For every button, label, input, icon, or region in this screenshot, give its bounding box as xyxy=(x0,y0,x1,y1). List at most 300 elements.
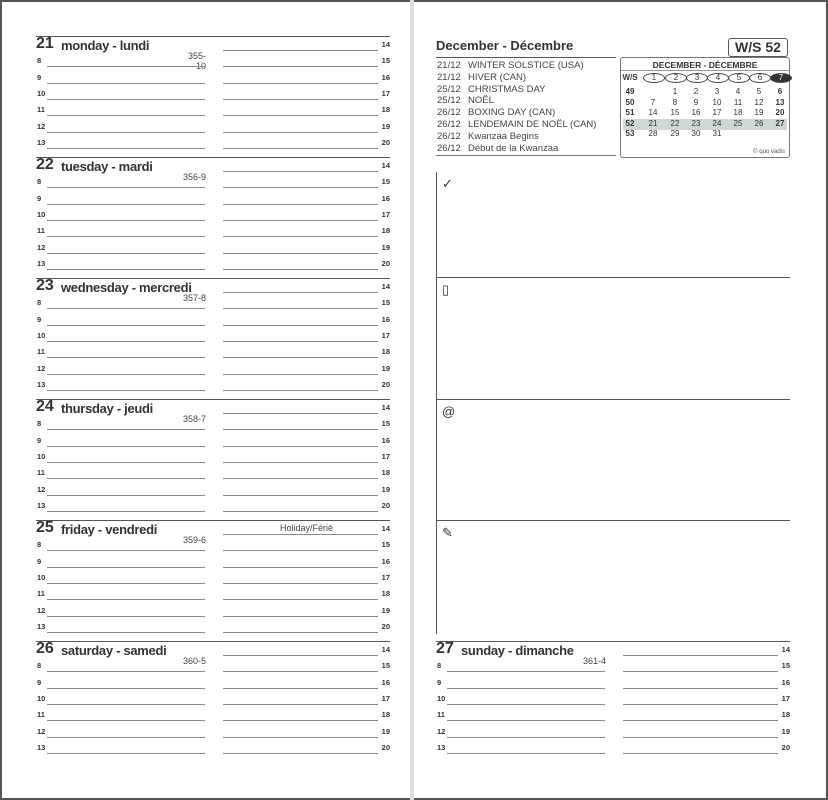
holiday-name: NOËL xyxy=(468,95,494,107)
hour-row xyxy=(436,740,790,756)
holiday-date: 26/12 xyxy=(437,130,461,142)
hour-row xyxy=(36,449,390,465)
hour-label-pm: 16 xyxy=(381,193,390,203)
holiday-date: 21/12 xyxy=(437,60,461,71)
hour-label-am: 9 xyxy=(437,677,442,687)
day-name: monday - lundi xyxy=(61,38,150,53)
hour-label-am: 13 xyxy=(437,742,446,752)
write-line-pm[interactable] xyxy=(223,357,378,358)
weekday-circle: 2 xyxy=(665,73,687,83)
write-line-pm[interactable] xyxy=(223,632,378,633)
hour-label-am: 11 xyxy=(37,589,45,599)
month-title: December - Décembre xyxy=(436,38,574,53)
hour-row xyxy=(36,86,390,102)
hour-label-pm: 19 xyxy=(381,726,390,736)
weekday-mark xyxy=(707,73,727,83)
holiday-item xyxy=(437,107,617,119)
write-line-am[interactable] xyxy=(47,616,205,617)
write-line-pm[interactable] xyxy=(223,390,378,391)
weekday-circle: 7 xyxy=(770,73,792,83)
write-line-pm[interactable] xyxy=(223,148,378,149)
day-of-year: 359-6 xyxy=(182,535,206,545)
write-line-am[interactable] xyxy=(47,187,205,188)
day-block xyxy=(36,279,390,399)
hour-label-pm: 18 xyxy=(381,347,390,357)
day-block xyxy=(36,37,390,157)
write-line-am[interactable] xyxy=(47,704,205,705)
mini-calendar-week xyxy=(623,119,787,130)
holiday-item xyxy=(437,72,617,84)
write-line-pm[interactable] xyxy=(223,753,378,754)
write-line-pm[interactable] xyxy=(223,671,378,672)
holiday-divider xyxy=(436,155,616,156)
write-line-pm[interactable] xyxy=(223,341,378,342)
write-line-am[interactable] xyxy=(47,567,205,568)
write-line-am[interactable] xyxy=(47,115,205,116)
write-line-am[interactable] xyxy=(47,737,205,738)
hour-row xyxy=(36,740,390,756)
hour-row xyxy=(36,102,390,118)
day-block xyxy=(436,642,790,762)
write-line-am[interactable] xyxy=(47,148,205,149)
hour-label-pm: 17 xyxy=(381,572,390,582)
write-line-am[interactable] xyxy=(47,132,205,133)
hour-label-am: 12 xyxy=(437,726,446,736)
day-of-year: 355-10 xyxy=(187,51,206,71)
write-line-pm[interactable] xyxy=(223,308,378,309)
write-line-pm[interactable] xyxy=(223,204,378,205)
write-line-am[interactable] xyxy=(47,688,205,689)
write-line-am[interactable] xyxy=(47,599,205,600)
holiday-date: 25/12 xyxy=(437,95,461,107)
notes-section[interactable] xyxy=(436,400,790,521)
hour-label-pm: 20 xyxy=(781,742,790,752)
write-line-pm[interactable] xyxy=(223,704,378,705)
calendar-day: 14 xyxy=(648,108,658,117)
calendar-day: 22 xyxy=(670,118,680,128)
hour-label-pm: 17 xyxy=(381,88,390,98)
write-line-am[interactable] xyxy=(47,390,205,391)
write-line-am[interactable] xyxy=(47,753,205,754)
write-line-am[interactable] xyxy=(47,495,205,496)
write-line-pm[interactable] xyxy=(623,720,778,721)
hour-row xyxy=(36,603,390,619)
calendar-day: 19 xyxy=(754,108,764,117)
mini-calendar-title: DECEMBER - DÉCEMBRE xyxy=(652,60,758,70)
write-line-am[interactable] xyxy=(47,204,205,205)
hour-label-am: 11 xyxy=(37,105,45,115)
hour-label-pm: 19 xyxy=(381,605,390,615)
hour-label-pm: 15 xyxy=(781,661,790,671)
write-line-pm[interactable] xyxy=(223,171,378,172)
hour-label-pm: 16 xyxy=(381,435,390,445)
hour-label-am: 10 xyxy=(37,88,46,98)
calendar-day: 4 xyxy=(735,87,741,96)
notes-area xyxy=(436,172,790,634)
spine xyxy=(410,0,414,800)
hour-label-pm: 20 xyxy=(381,137,390,147)
hour-label-am: 8 xyxy=(37,298,42,308)
hour-label-am: 9 xyxy=(37,435,42,445)
hour-row xyxy=(36,416,390,432)
holiday-date: 26/12 xyxy=(437,107,461,119)
day-of-year: 358-7 xyxy=(182,414,206,424)
hour-row xyxy=(36,658,390,674)
write-line-pm[interactable] xyxy=(223,374,378,375)
hour-label-am: 12 xyxy=(37,242,46,252)
calendar-day: 20 xyxy=(775,108,785,117)
holiday-item xyxy=(437,131,617,143)
hour-row xyxy=(436,724,790,740)
hour-label-pm: 18 xyxy=(381,589,390,599)
write-line-pm[interactable] xyxy=(223,253,378,254)
hour-label-pm: 18 xyxy=(781,710,790,720)
hour-row xyxy=(36,570,390,586)
hour-label-am: 10 xyxy=(37,451,46,461)
write-line-am[interactable] xyxy=(47,236,205,237)
write-line-am[interactable] xyxy=(47,632,205,633)
write-line-pm[interactable] xyxy=(223,413,378,414)
day-name: tuesday - mardi xyxy=(61,159,153,174)
holiday-date: 25/12 xyxy=(437,83,461,95)
hour-label-pm: 16 xyxy=(381,72,390,82)
hour-label-pm: 15 xyxy=(381,419,390,429)
hour-row xyxy=(36,328,390,344)
weekday-mark xyxy=(728,73,748,83)
write-line-am[interactable] xyxy=(447,704,605,705)
hour-label-am: 8 xyxy=(37,661,42,671)
calendar-day: 21 xyxy=(648,118,658,128)
holiday-date: 26/12 xyxy=(437,142,461,154)
holiday-name: WINTER SOLSTICE (USA) xyxy=(468,60,584,71)
hour-row xyxy=(436,675,790,691)
weekday-circle: 3 xyxy=(686,73,708,83)
write-line-pm[interactable] xyxy=(623,671,778,672)
hour-row xyxy=(36,554,390,570)
write-line-pm[interactable] xyxy=(223,236,378,237)
write-line-pm[interactable] xyxy=(223,446,378,447)
hour-label-pm: 17 xyxy=(381,451,390,461)
hour-row xyxy=(36,312,390,328)
hour-label-am: 9 xyxy=(37,314,42,324)
hour-label-pm: 19 xyxy=(381,363,390,373)
hour-label-pm: 14 xyxy=(381,282,390,291)
calendar-day: 10 xyxy=(712,97,722,107)
hour-row xyxy=(36,482,390,498)
write-line-pm[interactable] xyxy=(223,737,378,738)
day-name: sunday - dimanche xyxy=(461,643,574,658)
write-line-pm[interactable] xyxy=(223,292,378,293)
week-number: 52 xyxy=(625,118,635,128)
calendar-day: 5 xyxy=(756,87,762,96)
hour-row xyxy=(36,498,390,514)
write-line-pm[interactable] xyxy=(223,429,378,430)
hour-label-am: 10 xyxy=(437,693,446,703)
day-of-year: 356-9 xyxy=(182,172,206,182)
hour-label-pm: 18 xyxy=(381,105,390,115)
hour-label-am: 13 xyxy=(37,137,46,147)
hour-row xyxy=(36,344,390,360)
write-line-pm[interactable] xyxy=(223,478,378,479)
write-line-am[interactable] xyxy=(447,737,605,738)
holiday-name: BOXING DAY (CAN) xyxy=(468,107,556,119)
hour-row xyxy=(36,675,390,691)
hour-row xyxy=(36,707,390,723)
ws-label: W/S xyxy=(622,73,638,82)
write-line-am[interactable] xyxy=(47,83,205,84)
day-number: 23 xyxy=(36,277,54,294)
hour-label-pm: 16 xyxy=(781,677,790,687)
hour-label-am: 8 xyxy=(37,177,42,187)
phone-icon: ▯ xyxy=(442,282,450,297)
hour-label-am: 13 xyxy=(37,500,46,510)
write-line-pm[interactable] xyxy=(623,655,778,656)
write-line-pm[interactable] xyxy=(223,567,378,568)
write-line-pm[interactable] xyxy=(223,462,378,463)
write-line-pm[interactable] xyxy=(223,115,378,116)
write-line-am[interactable] xyxy=(47,99,205,100)
hour-row xyxy=(36,223,390,239)
holiday-item xyxy=(437,95,617,107)
hour-label-am: 8 xyxy=(37,56,42,66)
notes-section[interactable] xyxy=(436,278,790,400)
hour-label-am: 9 xyxy=(37,556,42,566)
hour-label-am: 13 xyxy=(37,621,46,631)
hour-label-pm: 19 xyxy=(781,726,790,736)
calendar-day: 13 xyxy=(775,97,785,107)
hour-label-pm: 15 xyxy=(381,540,390,550)
holiday-list xyxy=(437,60,617,154)
write-line-am[interactable] xyxy=(447,720,605,721)
calendar-day: 23 xyxy=(691,118,701,128)
checkmark-icon: ✓ xyxy=(442,176,453,191)
holiday-item xyxy=(437,143,617,155)
write-line-pm[interactable] xyxy=(223,550,378,551)
hour-row xyxy=(36,586,390,602)
hour-label-pm: 20 xyxy=(381,742,390,752)
write-line-pm[interactable] xyxy=(223,66,378,67)
hour-row xyxy=(36,279,390,295)
hour-label-am: 11 xyxy=(437,710,445,720)
write-line-pm[interactable] xyxy=(223,269,378,270)
write-line-pm[interactable] xyxy=(223,83,378,84)
calendar-day: 29 xyxy=(670,129,680,138)
hour-label-am: 13 xyxy=(37,742,46,752)
hour-label-am: 8 xyxy=(37,419,42,429)
hour-row xyxy=(36,53,390,69)
hour-label-am: 10 xyxy=(37,330,46,340)
hour-label-am: 12 xyxy=(37,726,46,736)
hour-label-pm: 14 xyxy=(381,524,390,533)
hour-label-am: 11 xyxy=(37,468,45,478)
day-number: 21 xyxy=(36,35,54,52)
header-divider xyxy=(436,57,616,58)
write-line-am[interactable] xyxy=(47,671,205,672)
hour-label-pm: 14 xyxy=(381,40,390,49)
hour-label-am: 11 xyxy=(37,347,45,357)
calendar-day: 12 xyxy=(754,97,764,107)
hour-label-pm: 18 xyxy=(381,710,390,720)
write-line-am[interactable] xyxy=(447,671,605,672)
hour-row xyxy=(36,619,390,635)
hour-label-pm: 16 xyxy=(381,677,390,687)
hour-label-pm: 16 xyxy=(381,314,390,324)
mini-calendar-divider xyxy=(621,70,789,71)
holiday-label: Holiday/Férié xyxy=(280,523,334,533)
hour-label-am: 10 xyxy=(37,209,46,219)
write-line-pm[interactable] xyxy=(223,534,378,535)
day-block xyxy=(36,642,390,762)
hour-label-pm: 19 xyxy=(381,242,390,252)
hour-row xyxy=(36,642,390,658)
hour-label-am: 8 xyxy=(37,540,42,550)
holiday-name: HIVER (CAN) xyxy=(468,71,527,83)
write-line-am[interactable] xyxy=(47,357,205,358)
hour-label-am: 9 xyxy=(37,72,42,82)
hour-row xyxy=(36,295,390,311)
write-line-pm[interactable] xyxy=(223,325,378,326)
write-line-am[interactable] xyxy=(47,478,205,479)
write-line-am[interactable] xyxy=(47,220,205,221)
weekday-mark xyxy=(749,73,769,83)
write-line-pm[interactable] xyxy=(223,688,378,689)
hour-row xyxy=(36,377,390,393)
holiday-date: 26/12 xyxy=(437,118,461,130)
mini-calendar-week xyxy=(623,98,787,109)
write-line-am[interactable] xyxy=(447,753,605,754)
hour-label-am: 9 xyxy=(37,677,42,687)
write-line-am[interactable] xyxy=(47,253,205,254)
holiday-item xyxy=(437,119,617,131)
hour-label-pm: 14 xyxy=(781,645,790,654)
write-line-am[interactable] xyxy=(447,688,605,689)
hour-label-pm: 18 xyxy=(381,468,390,478)
day-number: 25 xyxy=(36,519,54,536)
week-number: 51 xyxy=(625,108,635,117)
write-line-pm[interactable] xyxy=(223,187,378,188)
holiday-date: 21/12 xyxy=(437,71,461,83)
calendar-day: 8 xyxy=(672,97,678,107)
weekday-mark xyxy=(770,73,790,83)
hour-row xyxy=(36,158,390,174)
write-line-am[interactable] xyxy=(47,66,205,67)
week-number-badge: W/S 52 xyxy=(728,38,788,57)
hour-row xyxy=(36,256,390,272)
copyright: © quo vadis xyxy=(753,149,785,155)
hour-label-am: 12 xyxy=(37,484,46,494)
hour-label-pm: 17 xyxy=(381,209,390,219)
calendar-day: 1 xyxy=(672,87,678,96)
write-line-am[interactable] xyxy=(47,269,205,270)
calendar-day: 3 xyxy=(714,87,720,96)
write-line-am[interactable] xyxy=(47,429,205,430)
weekday-circle: 1 xyxy=(643,73,665,83)
write-line-am[interactable] xyxy=(47,341,205,342)
hour-row xyxy=(36,135,390,151)
write-line-am[interactable] xyxy=(47,446,205,447)
write-line-pm[interactable] xyxy=(223,616,378,617)
hour-row xyxy=(36,70,390,86)
write-line-am[interactable] xyxy=(47,308,205,309)
weekday-circle: 4 xyxy=(707,73,729,83)
day-block xyxy=(36,400,390,520)
hour-label-pm: 19 xyxy=(381,121,390,131)
notes-section[interactable] xyxy=(436,172,790,278)
write-line-pm[interactable] xyxy=(623,688,778,689)
hour-row xyxy=(36,174,390,190)
day-number: 26 xyxy=(36,640,54,657)
day-number: 27 xyxy=(436,640,454,657)
hour-label-am: 8 xyxy=(437,661,442,671)
holiday-item xyxy=(437,84,617,96)
hour-label-pm: 19 xyxy=(381,484,390,494)
write-line-am[interactable] xyxy=(47,720,205,721)
write-line-pm[interactable] xyxy=(223,50,378,51)
hour-row xyxy=(36,465,390,481)
hour-label-pm: 17 xyxy=(381,693,390,703)
calendar-day: 6 xyxy=(777,87,783,96)
day-of-year: 360-5 xyxy=(182,656,206,666)
write-line-pm[interactable] xyxy=(623,737,778,738)
write-line-pm[interactable] xyxy=(223,599,378,600)
hour-label-pm: 17 xyxy=(781,693,790,703)
calendar-day: 18 xyxy=(733,108,743,117)
hour-row xyxy=(36,240,390,256)
notes-section[interactable] xyxy=(436,521,790,634)
write-line-am[interactable] xyxy=(47,374,205,375)
hour-row xyxy=(36,191,390,207)
write-line-pm[interactable] xyxy=(223,495,378,496)
calendar-day: 7 xyxy=(650,97,656,107)
write-line-am[interactable] xyxy=(47,325,205,326)
write-line-pm[interactable] xyxy=(223,132,378,133)
calendar-day: 28 xyxy=(648,129,658,138)
write-line-pm[interactable] xyxy=(223,720,378,721)
day-block xyxy=(36,521,390,641)
calendar-day: 11 xyxy=(733,97,743,107)
calendar-day: 24 xyxy=(712,118,722,128)
hour-label-am: 9 xyxy=(37,193,42,203)
write-line-am[interactable] xyxy=(47,583,205,584)
write-line-pm[interactable] xyxy=(623,704,778,705)
weekday-mark xyxy=(665,73,685,83)
hour-row xyxy=(436,691,790,707)
write-line-pm[interactable] xyxy=(623,753,778,754)
write-line-pm[interactable] xyxy=(223,220,378,221)
hour-label-am: 11 xyxy=(37,710,45,720)
hour-label-am: 13 xyxy=(37,379,46,389)
write-line-am[interactable] xyxy=(47,511,205,512)
day-name: saturday - samedi xyxy=(61,643,167,658)
hour-label-pm: 15 xyxy=(381,177,390,187)
mini-calendar-week xyxy=(623,129,787,140)
write-line-pm[interactable] xyxy=(223,583,378,584)
write-line-pm[interactable] xyxy=(223,655,378,656)
hour-row xyxy=(436,658,790,674)
hour-label-pm: 20 xyxy=(381,258,390,268)
write-line-pm[interactable] xyxy=(223,99,378,100)
hour-label-pm: 16 xyxy=(381,556,390,566)
write-line-am[interactable] xyxy=(47,462,205,463)
mini-calendar-week xyxy=(623,108,787,119)
write-line-am[interactable] xyxy=(47,550,205,551)
hour-label-am: 11 xyxy=(37,226,45,236)
hour-label-pm: 20 xyxy=(381,621,390,631)
hour-label-am: 12 xyxy=(37,121,46,131)
day-number: 22 xyxy=(36,156,54,173)
at-sign-icon: @ xyxy=(442,404,456,419)
write-line-pm[interactable] xyxy=(223,511,378,512)
